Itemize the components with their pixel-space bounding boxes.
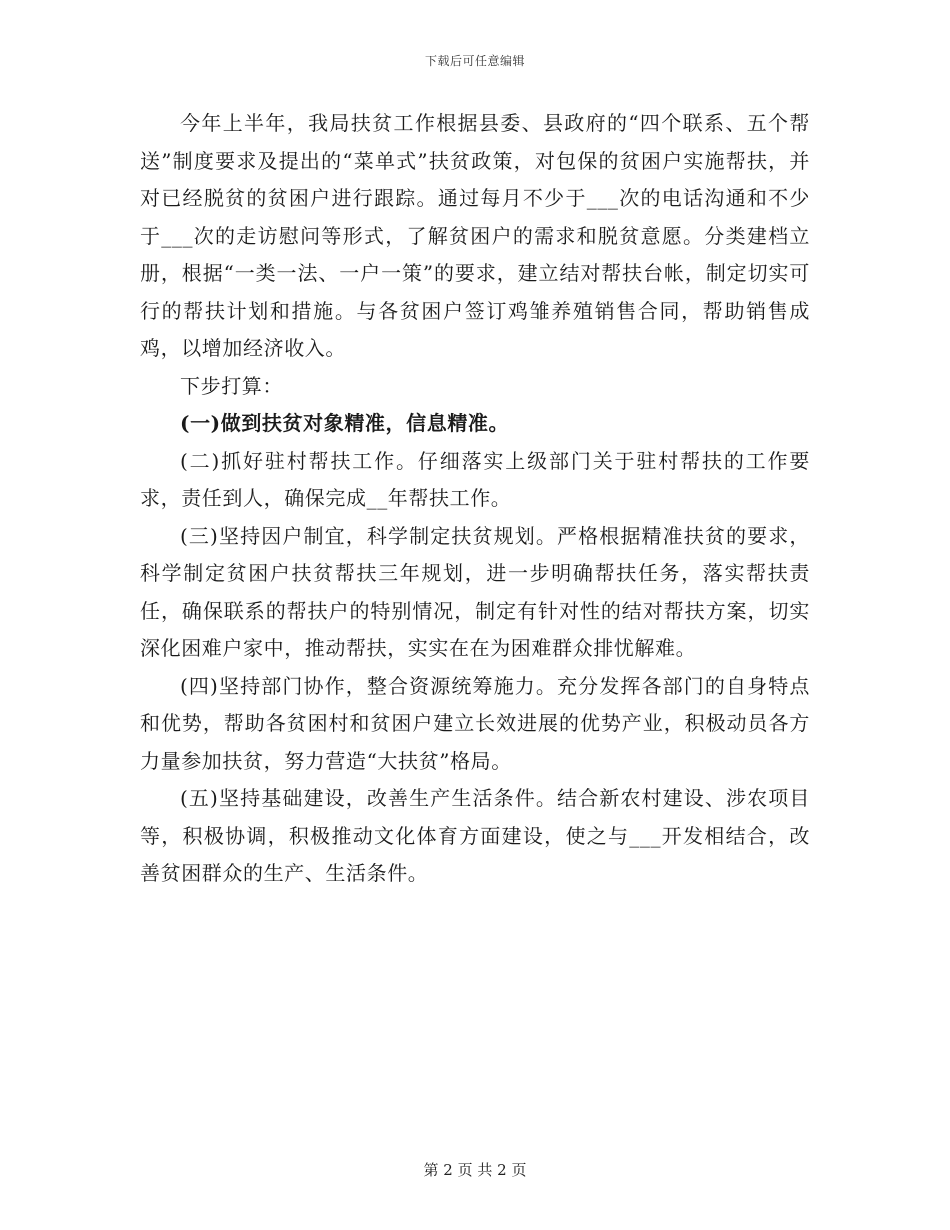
paragraph-next-steps-heading: 下步打算：	[180, 373, 283, 398]
paragraph-summary: 今年上半年，我局扶贫工作根据县委、县政府的“四个联系、五个帮送”制度要求及提出的“菜单式”扶贫政策，对包保的贫困户实施帮扶，并对已经脱贫的贫困户进行跟踪。通过每月不少于___次的电话沟通和不少于___次的走访慰问等形式，了解贫困户的需求和脱贫意愿。分类建档立册，根据“一类一法、一户一策”的要求，建立结对帮扶台帐，制定切实可行的帮扶计划和措施。与各贫困户签订鸡雏养殖销售合同，帮助销售成鸡，以增加经济收入。	[140, 111, 810, 360]
paragraph-item-2: (二)抓好驻村帮扶工作。仔细落实上级部门关于驻村帮扶的工作要求，责任到人，确保完成__年帮扶工作。	[140, 448, 810, 510]
paragraph-item-4: (四)坚持部门协作，整合资源统筹施力。充分发挥各部门的自身特点和优势，帮助各贫困村和贫困户建立长效进展的优势产业，积极动员各方力量参加扶贫，努力营造“大扶贫”格局。	[140, 673, 810, 773]
document-body	[140, 105, 810, 893]
page-footer: 第 2 页 共 2 页	[423, 1161, 527, 1179]
page-header: 下载后可任意编辑	[424, 54, 525, 68]
paragraph-item-3: (三)坚持因户制宜，科学制定扶贫规划。严格根据精准扶贫的要求，科学制定贫困户扶贫帮扶三年规划，进一步明确帮扶任务，落实帮扶责任，确保联系的帮扶户的特别情况，制定有针对性的结对帮扶方案，切实深化困难户家中，推动帮扶，实实在在为困难群众排忧解难。	[140, 523, 810, 660]
paragraph-item-1: (一)做到扶贫对象精准，信息精准。	[180, 411, 510, 435]
paragraph-item-5: (五)坚持基础建设，改善生产生活条件。结合新农村建设、涉农项目等，积极协调，积极推动文化体育方面建设，使之与___开发相结合，改善贫困群众的生产、生活条件。	[140, 786, 810, 885]
